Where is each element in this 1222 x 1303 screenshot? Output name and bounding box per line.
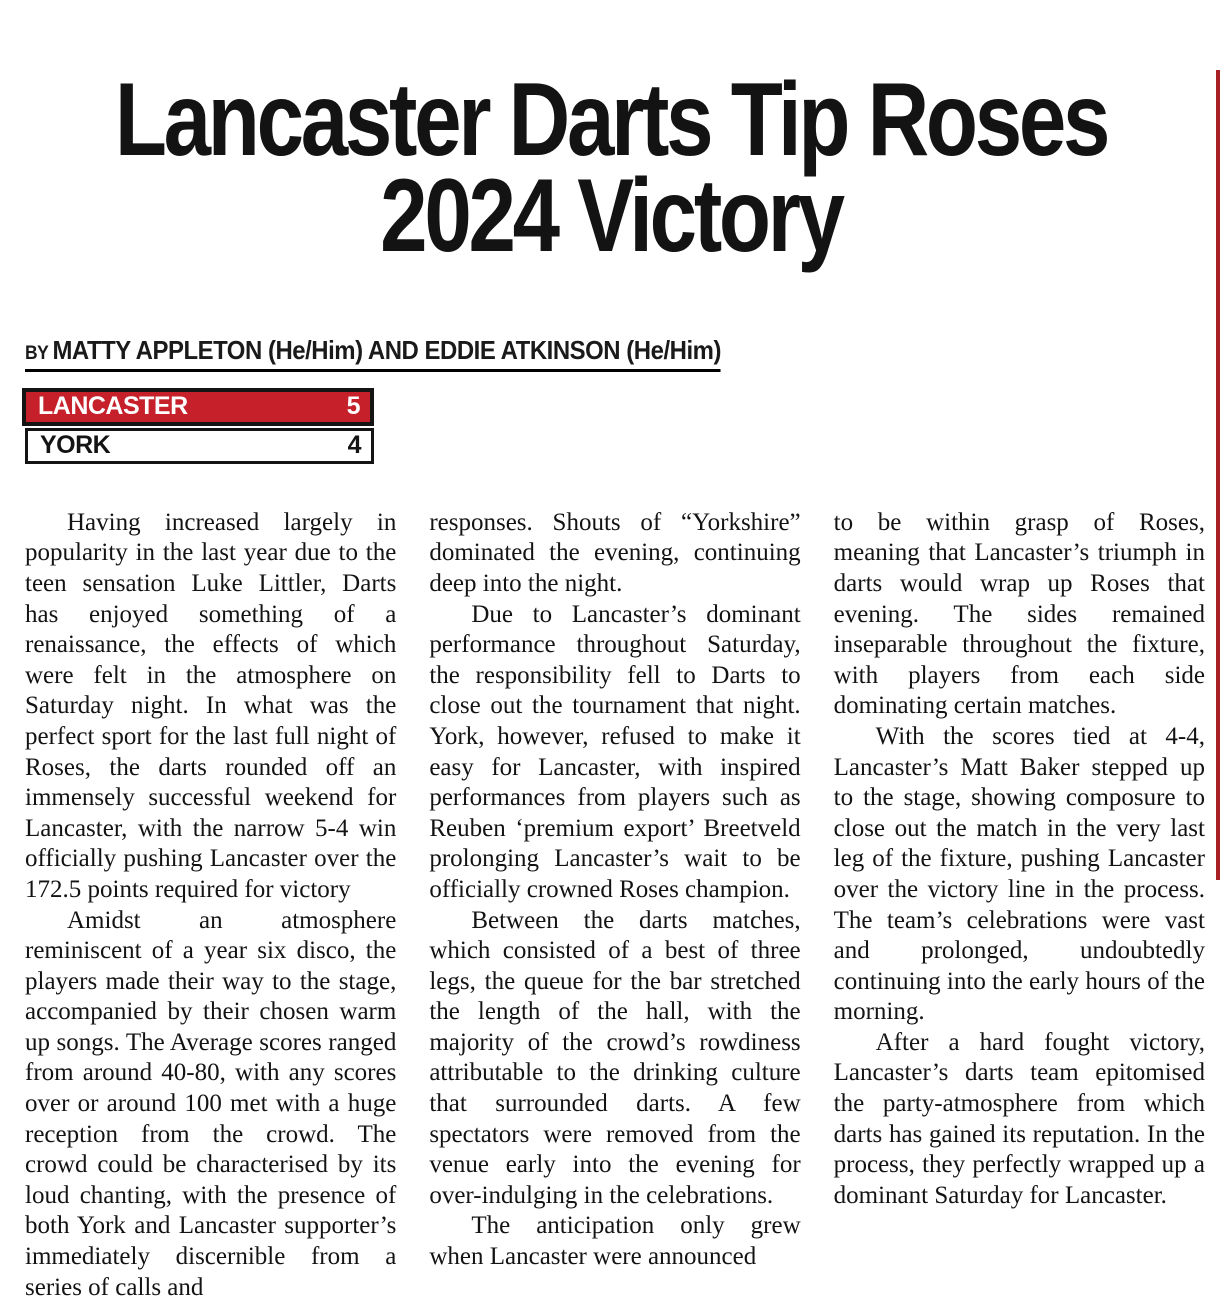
article-paragraph: Due to Lancaster’s dominant performance throughout Saturday, the responsibility fell to Darts to close out the tournament that night. York, however, refused to make it easy for Lancaster, with inspired performances from players such as Reuben ‘premium export’ Breetveld prolonging Lancaster’s wait to be officially crowned Roses champion. — [429, 600, 800, 906]
article-column — [429, 508, 800, 1303]
article-paragraph: to be within grasp of Roses, meaning that Lancaster’s triumph in darts would wrap up Roses that evening. The sides remained inseparable throughout the fixture, with players from each side dominating certain matches. — [834, 508, 1205, 722]
article-headline — [110, 70, 1112, 265]
article-paragraph: The anticipation only grew when Lancaster were announced — [429, 1211, 800, 1272]
byline-authors: MATTY APPLETON (He/Him) AND EDDIE ATKINSON (He/Him) — [52, 335, 720, 365]
article-paragraph: Between the darts matches, which consisted of a best of three legs, the queue for the bar stretched the length of the hall, with the majority of the crowd’s rowdiness attributable to the drinking culture that surrounded darts. A few spectators were removed from the venue early into the evening for over-indulging in the celebrations. — [429, 906, 800, 1212]
article-paragraph: responses. Shouts of “Yorkshire” dominated the evening, continuing deep into the night. — [429, 508, 800, 600]
byline-prefix: BY — [25, 343, 48, 364]
article-paragraph: After a hard fought victory, Lancaster’s darts team epitomised the party-atmosphere from which darts has gained its reputation. In the process, they perfectly wrapped up a dominant Saturday for Lancaster. — [834, 1028, 1205, 1212]
headline-line-1: Lancaster Darts Tip Roses — [110, 72, 1112, 169]
scoreboard-row-lancaster — [22, 388, 374, 426]
scoreboard-row-york — [25, 428, 374, 464]
headline-line-2: 2024 Victory — [110, 168, 1112, 265]
article-column — [834, 508, 1205, 1303]
article-paragraph: Amidst an atmosphere reminiscent of a year six disco, the players made their way to the stage, accompanied by their chosen warm up songs. The Average scores ranged from around 40-80, with any scores over or around 100 met with a huge reception from the crowd. The crowd could be characterised by its loud chanting, with the presence of both York and Lancaster supporter’s immediately discernible from a series of calls and — [25, 906, 396, 1303]
scoreboard — [22, 388, 374, 464]
article-body — [25, 508, 1205, 1303]
byline-underlined-text — [25, 335, 721, 372]
team-name: YORK — [40, 431, 110, 460]
article-paragraph: Having increased largely in popularity in the last year due to the teen sensation Luke Littler, Darts has enjoyed something of a renaissance, the effects of which were felt in the atmosphere on Saturday night. In what was the perfect sport for the last full night of Roses, the darts rounded off an immensely successful weekend for Lancaster, with the narrow 5-4 win officially pushing Lancaster over the 172.5 points required for victory — [25, 508, 396, 906]
byline — [25, 335, 1222, 372]
team-score: 4 — [348, 431, 361, 460]
article-column — [25, 508, 396, 1303]
newspaper-page — [0, 70, 1222, 1264]
page-edge-rule — [1216, 70, 1220, 880]
team-score: 5 — [347, 392, 360, 421]
team-name: LANCASTER — [38, 392, 188, 421]
article-paragraph: With the scores tied at 4-4, Lancaster’s Matt Baker stepped up to the stage, showing composure to close out the match in the very last leg of the fixture, pushing Lancaster over the victory line in the process. The team’s celebrations were vast and prolonged, undoubtedly continuing into the early hours of the morning. — [834, 722, 1205, 1028]
